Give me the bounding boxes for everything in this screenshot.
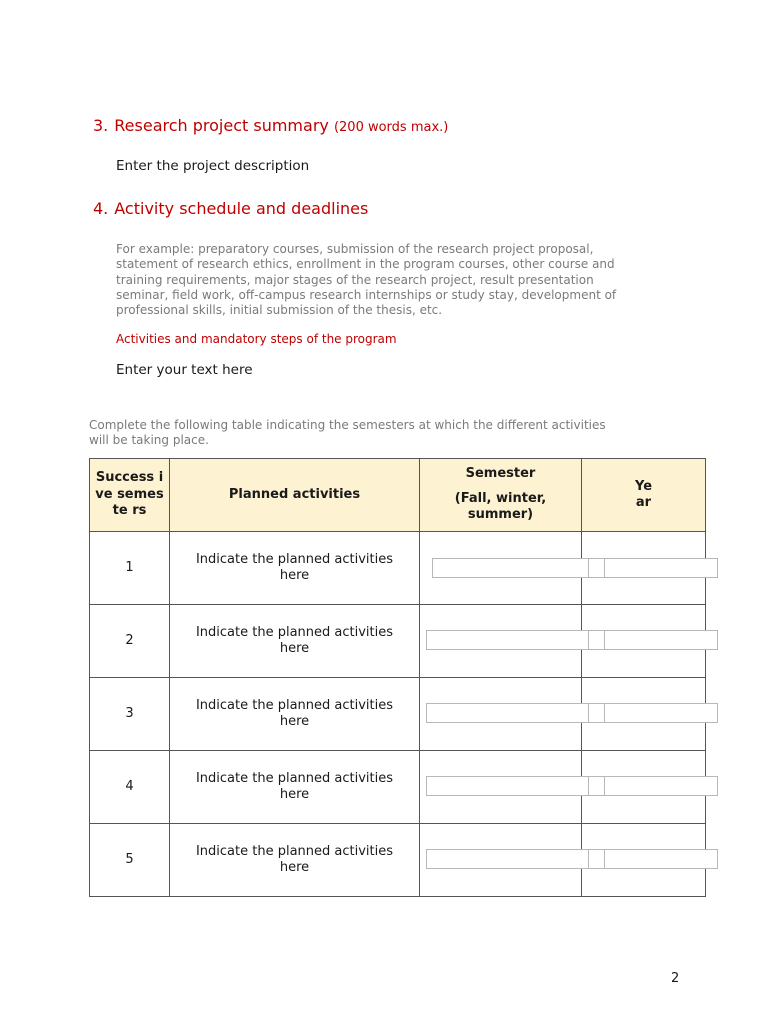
row-activity[interactable]: [170, 532, 420, 605]
row-index: 1: [90, 532, 170, 605]
row-semester-cell: [420, 751, 582, 824]
row-activity[interactable]: [170, 824, 420, 897]
example-line: seminar, field work, off-campus research internships or study stay, development of: [116, 287, 617, 302]
year-dropdown[interactable]: [604, 703, 718, 723]
year-dropdown[interactable]: [604, 776, 718, 796]
section-3-note: (200 words max.): [333, 120, 449, 135]
table-intro-line: will be taking place.: [89, 433, 209, 448]
header-year-label: Ye ar: [634, 478, 653, 510]
row-semester-cell: [420, 824, 582, 897]
row-activity-text: Indicate the planned activities here: [195, 551, 394, 583]
year-field-edge: [588, 776, 604, 796]
header-semester-detail: (Fall, winter, summer): [454, 490, 547, 523]
activities-subheading: Activities and mandatory steps of the program: [116, 332, 397, 346]
section-3-number: 3.: [93, 116, 109, 135]
row-index: 3: [90, 678, 170, 751]
row-activity-text: Indicate the planned activities here: [195, 624, 394, 656]
table-row: [90, 824, 706, 897]
table-intro: [89, 418, 689, 449]
year-field-edge: [588, 558, 604, 578]
example-paragraph: [116, 242, 676, 318]
row-index: 4: [90, 751, 170, 824]
row-year-cell: [582, 532, 706, 605]
section-3-title: Research project summary: [114, 116, 329, 135]
table-row: [90, 678, 706, 751]
section-4-heading: [93, 199, 368, 218]
row-activity-text: Indicate the planned activities here: [195, 697, 394, 729]
year-dropdown[interactable]: [604, 630, 718, 650]
example-line: training requirements, major stages of the research project, result presentation: [116, 272, 594, 287]
row-activity[interactable]: [170, 751, 420, 824]
row-activity-text: Indicate the planned activities here: [195, 843, 394, 875]
table-row: [90, 605, 706, 678]
table-header-row: [90, 459, 706, 532]
example-line: professional skills, initial submission of the thesis, etc.: [116, 303, 443, 318]
header-semester: [420, 459, 582, 532]
year-field-edge: [588, 703, 604, 723]
row-semester-cell: [420, 605, 582, 678]
table-row: [90, 751, 706, 824]
row-semester-cell: [420, 678, 582, 751]
year-field-edge: [588, 849, 604, 869]
row-year-cell: [582, 751, 706, 824]
table-row: [90, 532, 706, 605]
year-field-edge: [588, 630, 604, 650]
section-3-heading: [93, 116, 448, 135]
schedule-table: [89, 458, 706, 897]
header-planned-activities: Planned activities: [170, 459, 420, 532]
row-activity[interactable]: [170, 605, 420, 678]
activities-text-field[interactable]: Enter your text here: [116, 362, 253, 378]
row-year-cell: [582, 605, 706, 678]
row-semester-cell: [420, 532, 582, 605]
section-4-number: 4.: [93, 199, 109, 218]
page-number: 2: [671, 971, 680, 986]
header-semester-label: Semester: [465, 466, 536, 482]
year-dropdown[interactable]: [604, 558, 718, 578]
table-intro-line: Complete the following table indicating the semesters at which the different activities: [89, 418, 606, 432]
header-year: [582, 459, 706, 532]
project-description-field[interactable]: Enter the project description: [116, 158, 310, 174]
row-activity-text: Indicate the planned activities here: [195, 770, 394, 802]
row-index: 5: [90, 824, 170, 897]
row-activity[interactable]: [170, 678, 420, 751]
row-year-cell: [582, 824, 706, 897]
example-line: For example: preparatory courses, submission of the research project proposal,: [116, 242, 594, 256]
header-successive-semesters: [90, 459, 170, 532]
year-dropdown[interactable]: [604, 849, 718, 869]
section-4-title: Activity schedule and deadlines: [114, 199, 369, 218]
header-successive-label: Success ive semeste rs: [95, 470, 164, 519]
example-line: statement of research ethics, enrollment in the program courses, other course and: [116, 257, 615, 272]
row-year-cell: [582, 678, 706, 751]
row-index: 2: [90, 605, 170, 678]
